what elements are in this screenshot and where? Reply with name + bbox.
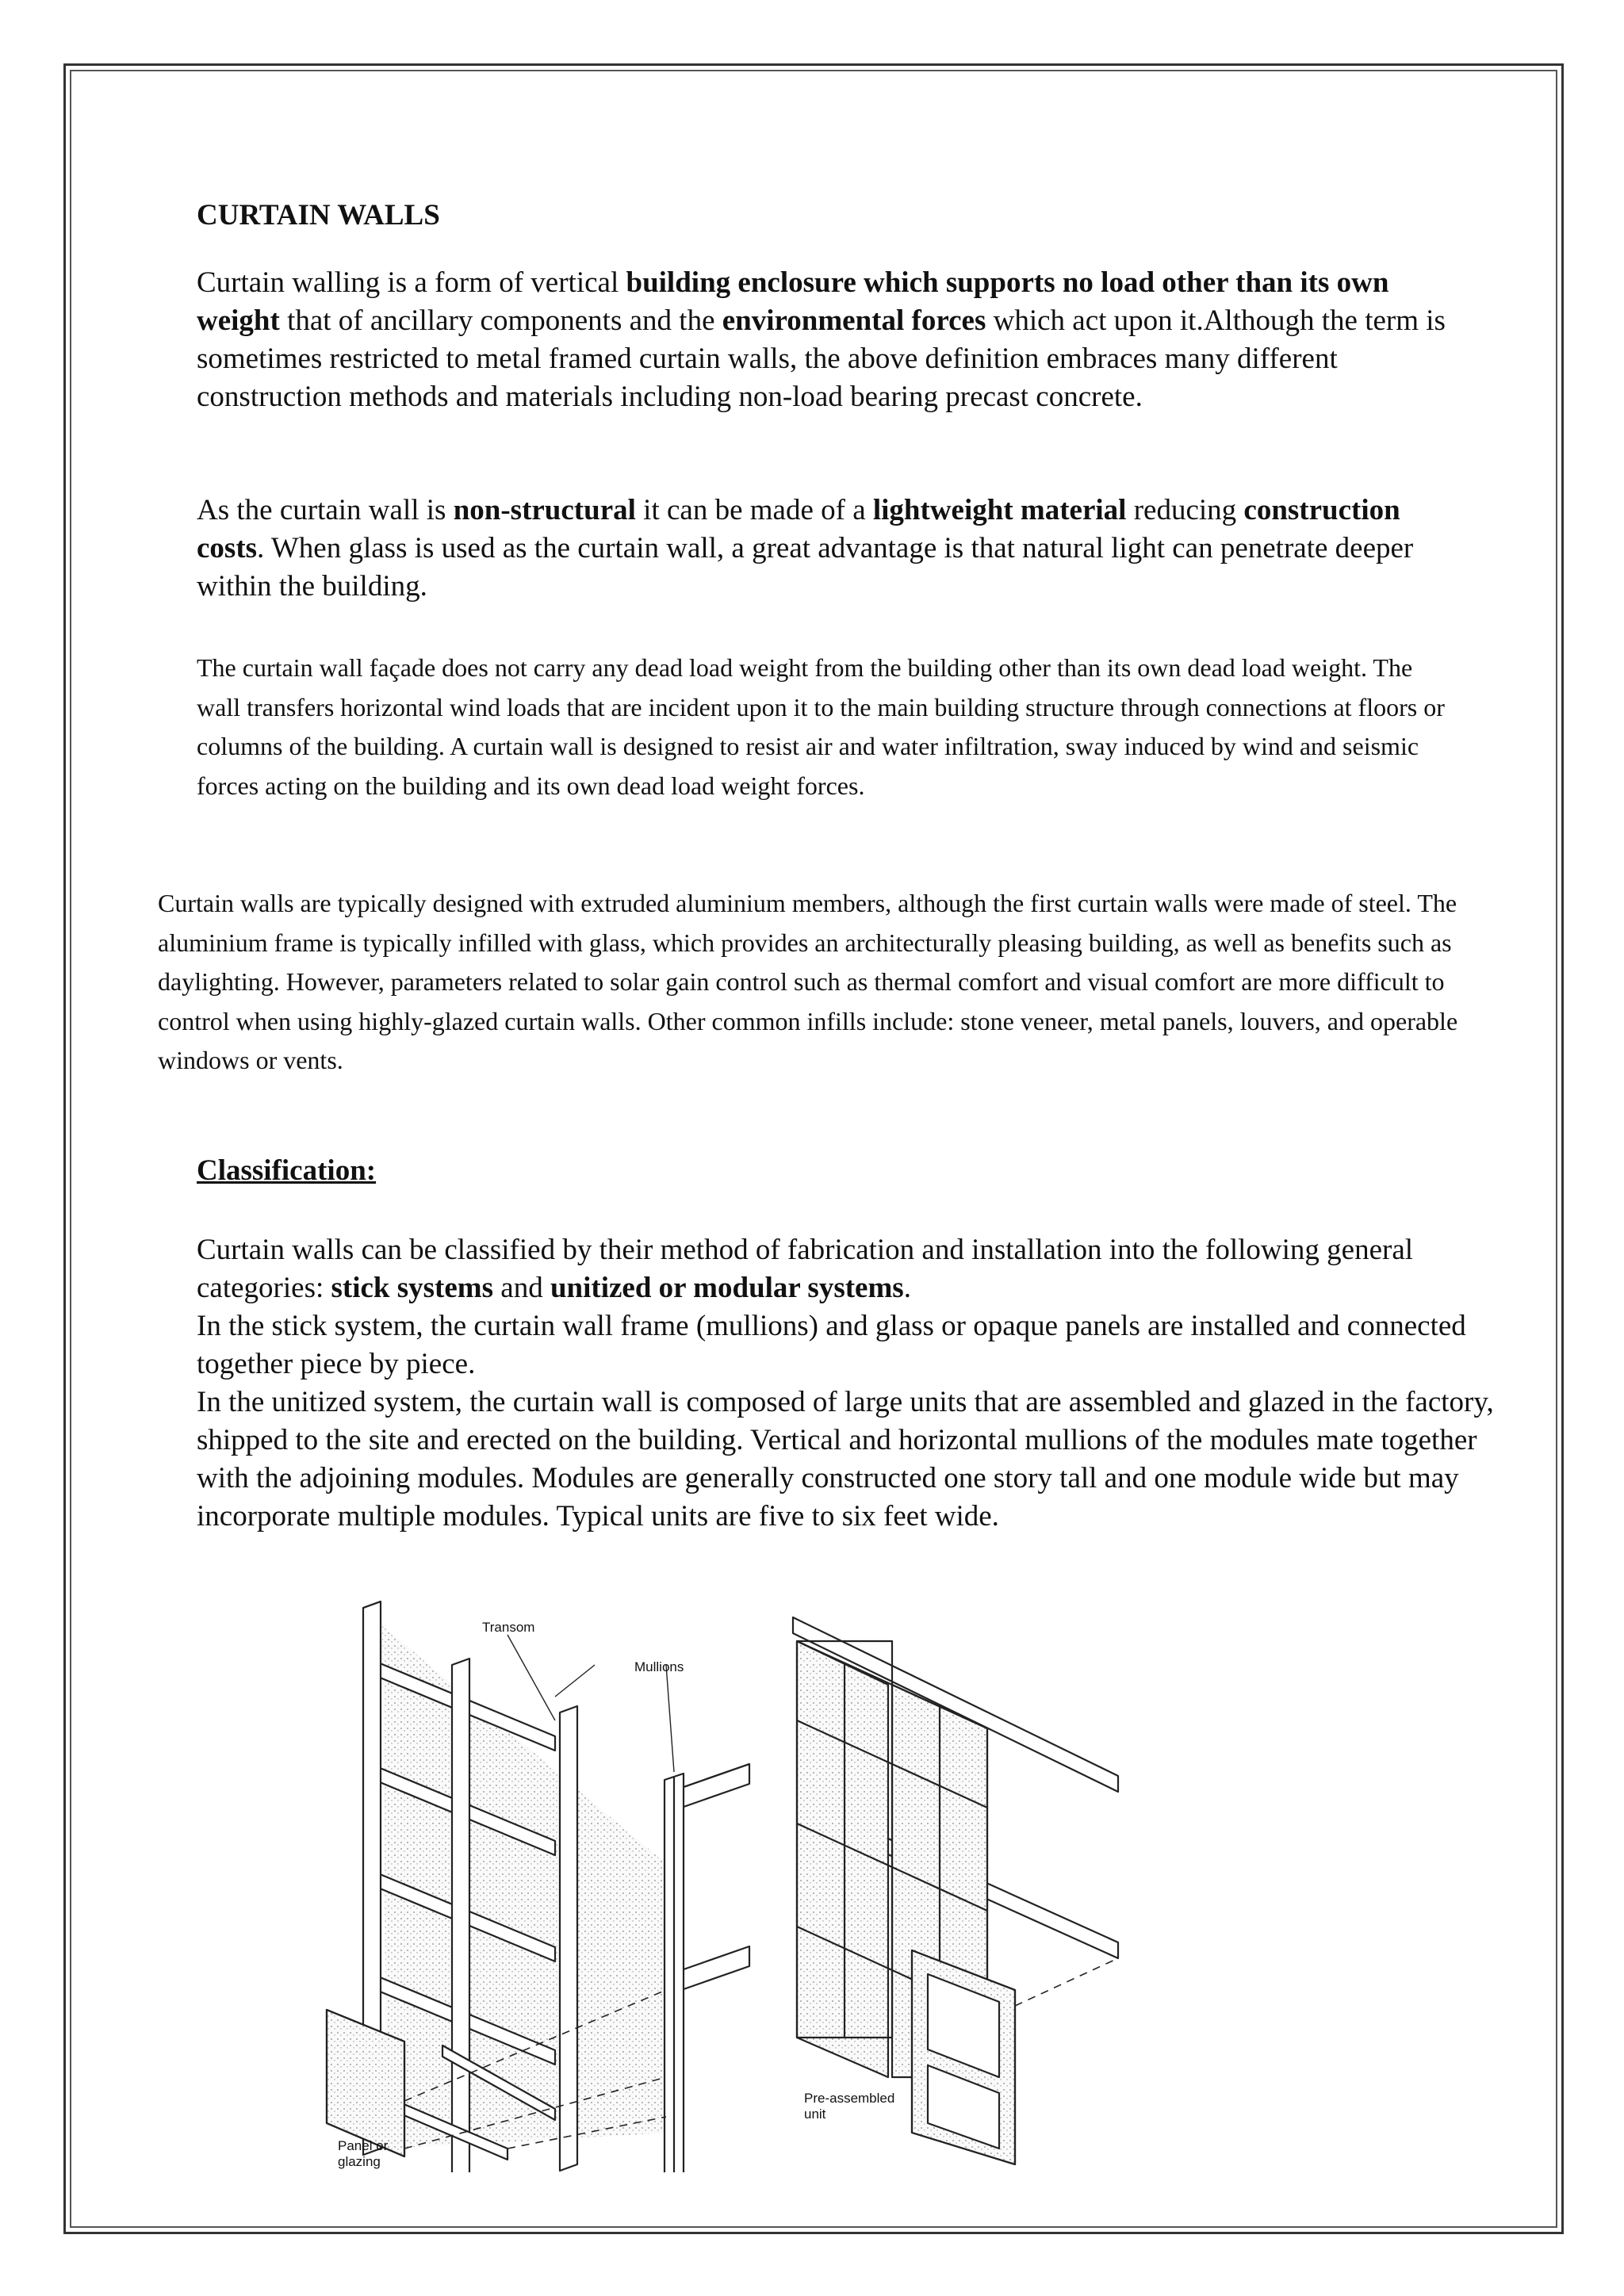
paragraph-non-structural: As the curtain wall is non-structural it can be made of a lightweight material reducing construction costs. When glass is used as the curtain wall, a great advantage is that natural light can penetrate deeper within the building. <box>197 494 1414 603</box>
paragraph-definition: Curtain walling is a form of vertical building enclosure which supports no load other than its own weight that of ancillary components and the environmental forces which act upon it.Although the term is sometimes restricted to metal framed curtain walls, the above definition embraces many different construction methods and materials including non-load bearing precast concrete. <box>197 266 1446 413</box>
paragraph-materials: Curtain walls are typically designed with extruded aluminium members, although the first curtain walls were made of steel. The aluminium frame is typically infilled with glass, which provides an architecturally pleasing building, as well as benefits such as daylighting. However, parameters related to solar gain control such as thermal comfort and visual comfort are more difficult to control when using highly-glazed curtain walls. Other common infills include: stone veneer, metal panels, louvers, and operable windows or vents. <box>158 889 1458 1074</box>
unitized-system-drawing <box>793 1617 1118 2164</box>
paragraph-dead-load: The curtain wall façade does not carry any dead load weight from the building other than its own dead load weight. The wall transfers horizontal wind loads that are incident upon it to the main building structure through connections at floors or columns of the building. A curtain wall is designed to resist air and water infiltration, sway induced by wind and seismic forces acting on the building and its own dead load weight forces. <box>197 653 1445 800</box>
label-mullions: Mullions <box>634 1659 684 1674</box>
label-transom: Transom <box>482 1620 535 1635</box>
label-unit-line1: Pre-assembled <box>804 2091 895 2106</box>
stick-system-drawing <box>327 1601 749 2172</box>
classification-intro: Curtain walls can be classified by their method of fabrication and installation into the following general categories: stick systems and unitized or modular systems. <box>197 1234 1414 1304</box>
page-title: CURTAIN WALLS <box>197 199 440 232</box>
paragraph-classification <box>197 1231 1497 1536</box>
curtain-wall-diagram <box>317 1594 1253 2172</box>
label-unit-line2: unit <box>804 2107 826 2122</box>
unitized-system-description: In the unitized system, the curtain wall is composed of large units that are assembled and glazed in the factory, shipped to the site and erected on the building. Vertical and horizontal mullions of the modules mate together with the adjoining modules. Modules are generally constructed one story tall and one module wide but may incorporate multiple modules. Typical units are five to six feet wide. <box>197 1386 1494 1533</box>
label-panel-line1: Panel or <box>338 2138 389 2153</box>
label-panel-line2: glazing <box>338 2154 381 2169</box>
classification-heading: Classification: <box>197 1154 377 1187</box>
stick-system-description: In the stick system, the curtain wall frame (mullions) and glass or opaque panels are installed and connected together piece by piece. <box>197 1310 1466 1380</box>
